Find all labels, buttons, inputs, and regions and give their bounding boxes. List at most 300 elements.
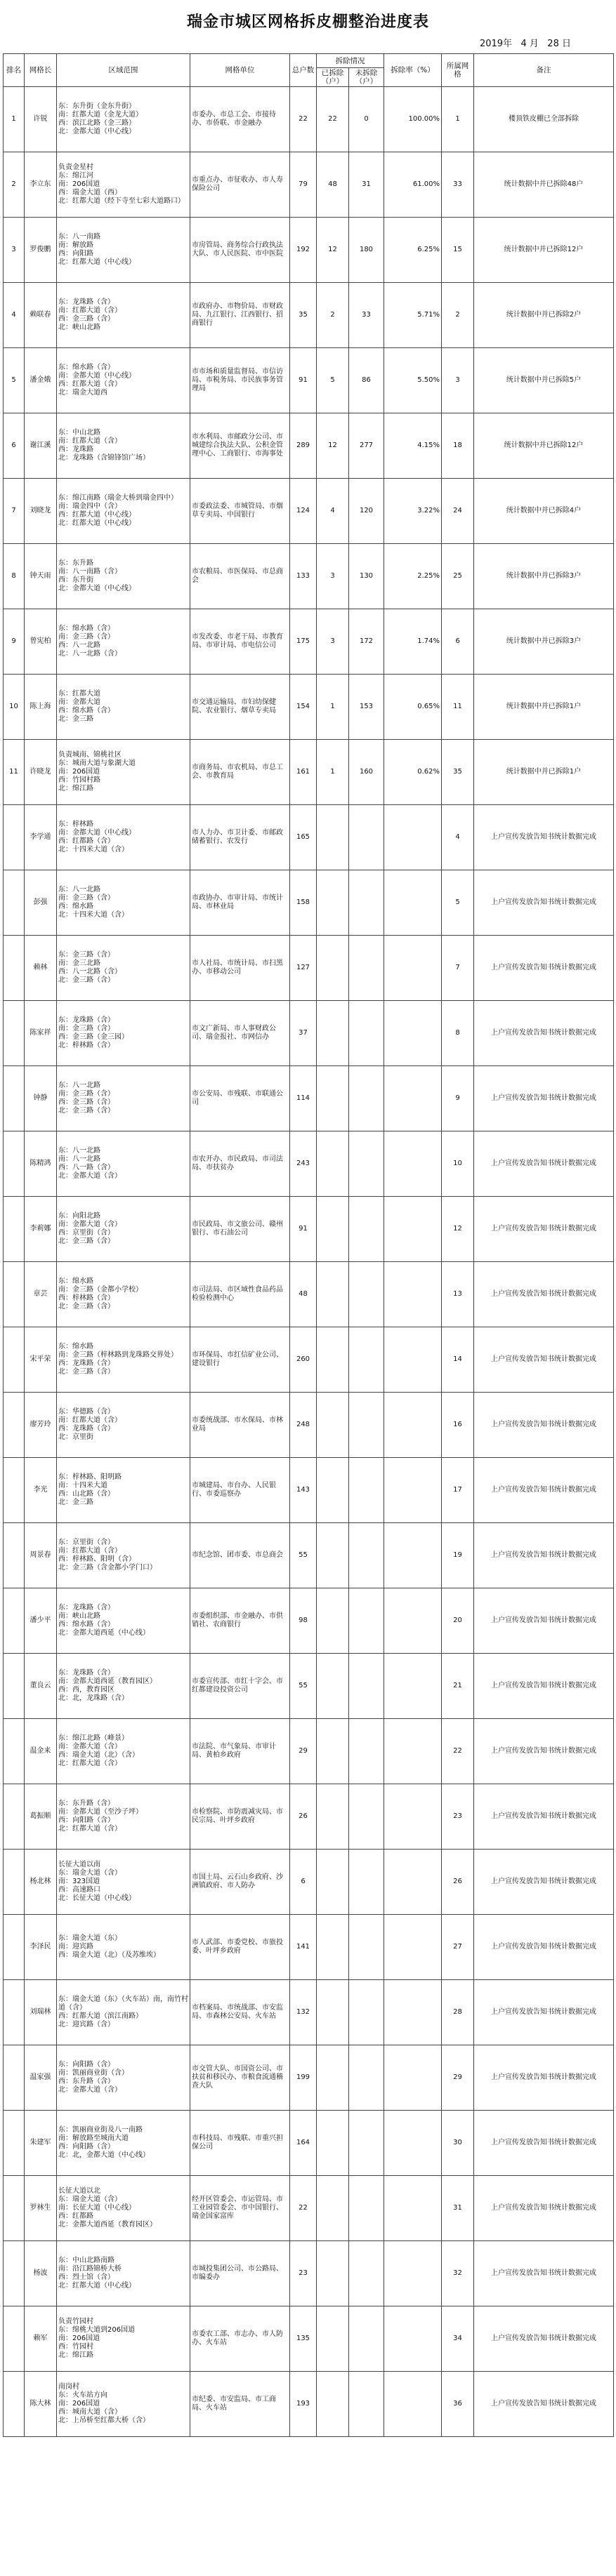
table-row bbox=[4, 1523, 614, 1588]
row-total: 165 bbox=[290, 805, 317, 870]
row-grid-no: 33 bbox=[442, 152, 474, 218]
row-total: 55 bbox=[290, 1523, 317, 1588]
row-total: 243 bbox=[290, 1131, 317, 1197]
row-rank bbox=[4, 2241, 25, 2306]
table-row bbox=[4, 1458, 614, 1523]
row-area: 东：绵江南路（瑞金大桥到瑞金四中） 南：瑞金四中（含） 西：红都大道（中心线） 北：红都大道（中心线） bbox=[57, 479, 190, 544]
row-grid-leader: 赖军 bbox=[25, 2306, 57, 2372]
table-row bbox=[4, 218, 614, 283]
row-undone: 172 bbox=[349, 609, 384, 675]
row-rate bbox=[384, 805, 442, 870]
row-grid-no: 13 bbox=[442, 1262, 474, 1327]
row-done bbox=[317, 1327, 349, 1393]
row-rate bbox=[384, 1131, 442, 1197]
header-demolish: 拆除情况 bbox=[317, 54, 384, 68]
table-row bbox=[4, 1719, 614, 1784]
row-rank bbox=[4, 870, 25, 936]
row-rate bbox=[384, 1654, 442, 1719]
row-grid-no: 31 bbox=[442, 2176, 474, 2241]
row-total: 289 bbox=[290, 413, 317, 479]
row-grid-leader: 陈精鸿 bbox=[25, 1131, 57, 1197]
row-unit: 市人武部、市委党校、市旅投委、叶坪乡政府 bbox=[190, 1915, 290, 1980]
table-row bbox=[4, 2045, 614, 2111]
row-undone bbox=[349, 2045, 384, 2111]
row-total: 23 bbox=[290, 2241, 317, 2306]
row-undone bbox=[349, 2372, 384, 2437]
row-rank: 7 bbox=[4, 479, 25, 544]
row-note: 统计数据中并已拆除3户 bbox=[474, 609, 614, 675]
row-area: 东：瑞金大道（东） 南：迎宾路 西：瑞金大道（北）（及苏维埃） bbox=[57, 1915, 190, 1980]
row-area: 东：华德路（含） 南：红都大道（含） 西：龙珠路（含） 北：京里街 bbox=[57, 1393, 190, 1458]
table-row bbox=[4, 1327, 614, 1393]
table-row bbox=[4, 1066, 614, 1131]
row-area: 东：中山北路 南：红都大道（含） 西：龙珠路 北：龙珠路（含锦锋馆广场） bbox=[57, 413, 190, 479]
row-done: 12 bbox=[317, 218, 349, 283]
row-rate bbox=[384, 1327, 442, 1393]
row-rate bbox=[384, 2176, 442, 2241]
row-undone bbox=[349, 870, 384, 936]
row-grid-leader: 刘晓龙 bbox=[25, 479, 57, 544]
row-rank: 11 bbox=[4, 740, 25, 805]
header-rank: 排名 bbox=[4, 54, 25, 87]
row-undone bbox=[349, 2241, 384, 2306]
row-done bbox=[317, 1850, 349, 1915]
row-done bbox=[317, 1784, 349, 1850]
row-undone bbox=[349, 1001, 384, 1066]
table-row bbox=[4, 870, 614, 936]
row-total: 22 bbox=[290, 87, 317, 152]
table-row bbox=[4, 1393, 614, 1458]
row-rate: 5.50% bbox=[384, 348, 442, 413]
row-done bbox=[317, 1458, 349, 1523]
row-area: 南岗村 东：火车站方向 南：206国道 西：城南大道（含） 北：上吊桥至红都大桥（含） bbox=[57, 2372, 190, 2437]
row-total: 114 bbox=[290, 1066, 317, 1131]
row-note: 楼顶铁皮棚已全部拆除 bbox=[474, 87, 614, 152]
row-undone bbox=[349, 1654, 384, 1719]
date-day-unit: 日 bbox=[561, 39, 571, 49]
row-done bbox=[317, 2306, 349, 2372]
row-done bbox=[317, 1262, 349, 1327]
row-total: 37 bbox=[290, 1001, 317, 1066]
row-undone bbox=[349, 1262, 384, 1327]
row-grid-leader: 潘金娥 bbox=[25, 348, 57, 413]
row-area: 东：绵水路 南：金三路（金都小学校） 西：梓林路（含） 北：金三路（含） bbox=[57, 1262, 190, 1327]
row-unit: 市委宣传部、市红十字会、市红都建设投资公司 bbox=[190, 1654, 290, 1719]
row-done: 2 bbox=[317, 283, 349, 348]
row-grid-no: 30 bbox=[442, 2111, 474, 2176]
row-unit: 市环保局、市红信矿业公司、建设银行 bbox=[190, 1327, 290, 1393]
row-rank bbox=[4, 2372, 25, 2437]
row-done bbox=[317, 2241, 349, 2306]
row-unit: 市交通运输局、市妇幼保健院、农业银行、烟草专卖局 bbox=[190, 675, 290, 740]
row-total: 55 bbox=[290, 1654, 317, 1719]
row-note: 上户宣传发放告知书统计数据完成 bbox=[474, 1262, 614, 1327]
row-total: 135 bbox=[290, 2306, 317, 2372]
table-row bbox=[4, 87, 614, 152]
row-rank bbox=[4, 1131, 25, 1197]
row-undone: 0 bbox=[349, 87, 384, 152]
row-rank bbox=[4, 1719, 25, 1784]
row-undone bbox=[349, 1066, 384, 1131]
row-area: 东：向阳北路 南：金都大道（含） 西：京里街（含） 北：金三路（含） bbox=[57, 1197, 190, 1262]
row-total: 260 bbox=[290, 1327, 317, 1393]
row-grid-leader: 钟天雨 bbox=[25, 544, 57, 609]
row-rank bbox=[4, 1654, 25, 1719]
row-done: 4 bbox=[317, 479, 349, 544]
row-area: 东：京里街（含） 南：红都大道（含） 西：梓林路、阳明（含） 北：金三路（含金都小学门口） bbox=[57, 1523, 190, 1588]
row-area: 东：瑞金大道（东）（火车站）南，南竹村道（含） 西：红都大道（滨江南路） 北：迎宾路（含） bbox=[57, 1980, 190, 2045]
row-area: 东：绵江北路（峰景） 南：金都大道（含） 西：瑞金大道（北）（含） 北：红都大道（含） bbox=[57, 1719, 190, 1784]
row-grid-leader: 葛振顺 bbox=[25, 1784, 57, 1850]
header-undone: 未拆除（户） bbox=[349, 68, 384, 87]
row-unit: 市房管局、商务综合行政执法大队、市人民医院、市中医院 bbox=[190, 218, 290, 283]
row-done: 22 bbox=[317, 87, 349, 152]
row-note: 上户宣传发放告知书统计数据完成 bbox=[474, 2045, 614, 2111]
row-rate: 0.65% bbox=[384, 675, 442, 740]
row-grid-leader: 刘瑞林 bbox=[25, 1980, 57, 2045]
row-total: 141 bbox=[290, 1915, 317, 1980]
row-rank bbox=[4, 1066, 25, 1131]
row-grid-no: 6 bbox=[442, 609, 474, 675]
row-undone: 33 bbox=[349, 283, 384, 348]
row-unit: 经开区管委会、市运管局、市工业园管委会、市中国银行、瑞金国家富库 bbox=[190, 2176, 290, 2241]
row-note: 上户宣传发放告知书统计数据完成 bbox=[474, 2111, 614, 2176]
row-area: 东：东升路（含） 南：金都大道（至沙子坪） 西：向阳路（含） 北：红都大道（含） bbox=[57, 1784, 190, 1850]
row-total: 29 bbox=[290, 1719, 317, 1784]
row-grid-no: 15 bbox=[442, 218, 474, 283]
row-unit: 市文广新局、市人事财政公司、瑞金报社、市网信办 bbox=[190, 1001, 290, 1066]
row-unit: 市科技局、市残联、市重兴担保公司 bbox=[190, 2111, 290, 2176]
row-note: 统计数据中并已拆除4户 bbox=[474, 479, 614, 544]
row-unit: 市检察院、市防震减灾局、市民宗局、叶坪乡政府 bbox=[190, 1784, 290, 1850]
row-rate bbox=[384, 1458, 442, 1523]
table-row bbox=[4, 413, 614, 479]
row-done bbox=[317, 1915, 349, 1980]
row-grid-no: 14 bbox=[442, 1327, 474, 1393]
row-undone bbox=[349, 1458, 384, 1523]
row-rate bbox=[384, 1523, 442, 1588]
row-note: 统计数据中并已拆除12户 bbox=[474, 413, 614, 479]
row-rank bbox=[4, 1262, 25, 1327]
table-row bbox=[4, 805, 614, 870]
row-grid-no: 32 bbox=[442, 2241, 474, 2306]
row-grid-no: 8 bbox=[442, 1001, 474, 1066]
table-row bbox=[4, 675, 614, 740]
row-note: 统计数据中并已拆除3户 bbox=[474, 544, 614, 609]
row-grid-no: 34 bbox=[442, 2306, 474, 2372]
row-rank bbox=[4, 1523, 25, 1588]
row-grid-leader: 周景春 bbox=[25, 1523, 57, 1588]
row-rate: 1.74% bbox=[384, 609, 442, 675]
row-unit: 市司法局、市区域性食品药品检验检测中心 bbox=[190, 1262, 290, 1327]
row-done bbox=[317, 1654, 349, 1719]
row-rank bbox=[4, 1197, 25, 1262]
row-rank: 2 bbox=[4, 152, 25, 218]
row-grid-leader: 杨波 bbox=[25, 2241, 57, 2306]
row-total: 199 bbox=[290, 2045, 317, 2111]
row-total: 164 bbox=[290, 2111, 317, 2176]
row-done bbox=[317, 1523, 349, 1588]
row-grid-leader: 李学通 bbox=[25, 805, 57, 870]
row-total: 143 bbox=[290, 1458, 317, 1523]
table-row bbox=[4, 1131, 614, 1197]
row-grid-leader: 李莉娜 bbox=[25, 1197, 57, 1262]
row-grid-leader: 彭强 bbox=[25, 870, 57, 936]
row-grid-leader: 陈家祥 bbox=[25, 1001, 57, 1066]
report-date bbox=[3, 36, 613, 53]
row-grid-no: 36 bbox=[442, 2372, 474, 2437]
row-rate bbox=[384, 1393, 442, 1458]
row-grid-leader: 李立东 bbox=[25, 152, 57, 218]
header-area: 区域范围 bbox=[57, 54, 190, 87]
table-row bbox=[4, 1654, 614, 1719]
row-undone: 31 bbox=[349, 152, 384, 218]
row-total: 154 bbox=[290, 675, 317, 740]
row-rate bbox=[384, 870, 442, 936]
row-grid-no: 20 bbox=[442, 1588, 474, 1654]
row-undone bbox=[349, 2176, 384, 2241]
row-undone bbox=[349, 1784, 384, 1850]
row-rate: 61.00% bbox=[384, 152, 442, 218]
row-done bbox=[317, 1197, 349, 1262]
header-grid-leader: 网格长 bbox=[25, 54, 57, 87]
row-area: 东：梓林路 南：金都大道（中心线） 西：红都路（含） 北：十四米大道（含） bbox=[57, 805, 190, 870]
row-grid-leader: 潘少平 bbox=[25, 1588, 57, 1654]
row-total: 248 bbox=[290, 1393, 317, 1458]
header-total: 总户数 bbox=[290, 54, 317, 87]
table-row bbox=[4, 479, 614, 544]
row-unit: 市城建局、市台办、人民银行、市委巡察办 bbox=[190, 1458, 290, 1523]
row-note: 统计数据中并已拆除12户 bbox=[474, 218, 614, 283]
row-grid-leader: 陈上海 bbox=[25, 675, 57, 740]
row-done: 3 bbox=[317, 544, 349, 609]
row-rank bbox=[4, 2045, 25, 2111]
row-note: 上户宣传发放告知书统计数据完成 bbox=[474, 1980, 614, 2045]
row-done: 48 bbox=[317, 152, 349, 218]
row-rank: 8 bbox=[4, 544, 25, 609]
row-note: 上户宣传发放告知书统计数据完成 bbox=[474, 1001, 614, 1066]
table-row bbox=[4, 1262, 614, 1327]
date-month: 4 bbox=[520, 39, 527, 49]
row-grid-leader: 罗林生 bbox=[25, 2176, 57, 2241]
row-done bbox=[317, 936, 349, 1001]
row-unit: 市政协办、市审计局、市统计局、市林业局 bbox=[190, 870, 290, 936]
row-note: 上户宣传发放告知书统计数据完成 bbox=[474, 1523, 614, 1588]
row-unit: 市民政局、市文旅公司、赣州银行、市石油公司 bbox=[190, 1197, 290, 1262]
row-grid-leader: 董良云 bbox=[25, 1654, 57, 1719]
row-done bbox=[317, 870, 349, 936]
row-area: 东：龙珠路（含） 南：金三路（含） 西：金三路（金三园） 北：梓林路（含） bbox=[57, 1001, 190, 1066]
row-total: 35 bbox=[290, 283, 317, 348]
table-row bbox=[4, 1197, 614, 1262]
row-grid-leader: 赖林 bbox=[25, 936, 57, 1001]
row-rank: 3 bbox=[4, 218, 25, 283]
table-row bbox=[4, 2111, 614, 2176]
row-grid-no: 35 bbox=[442, 740, 474, 805]
row-grid-no: 2 bbox=[442, 283, 474, 348]
row-note: 统计数据中并已拆除2户 bbox=[474, 283, 614, 348]
row-unit: 市农粮局、市医保局、市总商会 bbox=[190, 544, 290, 609]
table-row bbox=[4, 740, 614, 805]
row-note: 上户宣传发放告知书统计数据完成 bbox=[474, 1784, 614, 1850]
row-note: 上户宣传发放告知书统计数据完成 bbox=[474, 2176, 614, 2241]
row-grid-leader: 杨北林 bbox=[25, 1850, 57, 1915]
row-grid-no: 1 bbox=[442, 87, 474, 152]
row-done bbox=[317, 2111, 349, 2176]
row-grid-leader: 李泽民 bbox=[25, 1915, 57, 1980]
row-note: 上户宣传发放告知书统计数据完成 bbox=[474, 870, 614, 936]
row-rank bbox=[4, 1784, 25, 1850]
row-area: 东：东升街（金东升街） 南：红都大道（金龙大道） 西：滨江北路（金三路） 北：金都大道（中心线） bbox=[57, 87, 190, 152]
row-grid-no: 10 bbox=[442, 1131, 474, 1197]
row-done bbox=[317, 805, 349, 870]
table-row bbox=[4, 283, 614, 348]
date-year: 2019年 bbox=[479, 39, 513, 49]
row-undone bbox=[349, 1850, 384, 1915]
row-unit: 市交管大队、市国资公司、市扶贫和移民办、市粮食流通稽查大队 bbox=[190, 2045, 290, 2111]
row-rank bbox=[4, 1850, 25, 1915]
row-note: 统计数据中并已拆除48户 bbox=[474, 152, 614, 218]
row-unit: 市档案局、市统战部、市安监局、市森林公安局、火车站 bbox=[190, 1980, 290, 2045]
table-row bbox=[4, 2241, 614, 2306]
row-area: 东：八一北路 南：八一北路 西：八一路（含） 北：金都大道（含） bbox=[57, 1131, 190, 1197]
row-total: 161 bbox=[290, 740, 317, 805]
row-note: 统计数据中并已拆除1户 bbox=[474, 740, 614, 805]
row-note: 上户宣传发放告知书统计数据完成 bbox=[474, 1327, 614, 1393]
row-note: 统计数据中并已拆除5户 bbox=[474, 348, 614, 413]
row-grid-no: 22 bbox=[442, 1719, 474, 1784]
row-grid-leader: 朱建军 bbox=[25, 2111, 57, 2176]
row-grid-leader: 温金来 bbox=[25, 1719, 57, 1784]
table-row bbox=[4, 609, 614, 675]
row-rate bbox=[384, 1915, 442, 1980]
row-unit: 市公安局、市残联、市联通公司 bbox=[190, 1066, 290, 1131]
row-unit: 市城投集团公司、市公路局、市编委办 bbox=[190, 2241, 290, 2306]
row-area: 东：绵水路 南：金三路（梓林路到龙珠路交界处） 西：龙珠路（含） 北：金三路（含） bbox=[57, 1327, 190, 1393]
row-rate: 0.62% bbox=[384, 740, 442, 805]
row-rank: 10 bbox=[4, 675, 25, 740]
row-rank: 1 bbox=[4, 87, 25, 152]
row-unit: 市纪委、市安监局、市工商局、火车站 bbox=[190, 2372, 290, 2437]
row-undone: 153 bbox=[349, 675, 384, 740]
row-area: 长征大道以南 东：瑞金大道（含） 南：323国道 西：高速路口 北：长征大道（中心线） bbox=[57, 1850, 190, 1915]
row-rank bbox=[4, 1588, 25, 1654]
row-rate bbox=[384, 2241, 442, 2306]
row-rank bbox=[4, 1327, 25, 1393]
row-grid-no: 23 bbox=[442, 1784, 474, 1850]
row-done: 3 bbox=[317, 609, 349, 675]
table-row bbox=[4, 348, 614, 413]
row-unit: 市市场和质量监督局、市信访局、市税务局、市民族事务管理局 bbox=[190, 348, 290, 413]
row-done: 1 bbox=[317, 675, 349, 740]
row-undone bbox=[349, 1327, 384, 1393]
row-rate bbox=[384, 936, 442, 1001]
row-grid-no: 5 bbox=[442, 870, 474, 936]
row-note: 上户宣传发放告知书统计数据完成 bbox=[474, 1719, 614, 1784]
row-rate bbox=[384, 1784, 442, 1850]
row-done bbox=[317, 2045, 349, 2111]
row-unit: 市纪念馆、团市委、市总商会 bbox=[190, 1523, 290, 1588]
row-undone: 180 bbox=[349, 218, 384, 283]
row-note: 上户宣传发放告知书统计数据完成 bbox=[474, 1588, 614, 1654]
header-note: 备注 bbox=[474, 54, 614, 87]
row-rate bbox=[384, 1262, 442, 1327]
row-rank: 6 bbox=[4, 413, 25, 479]
header-rate: 拆除率（%） bbox=[384, 54, 442, 87]
row-area: 东：八一北路 南：金三路（含） 西：绵水路 北：十四米大道（含） bbox=[57, 870, 190, 936]
row-done: 5 bbox=[317, 348, 349, 413]
row-rank bbox=[4, 805, 25, 870]
row-note: 统计数据中并已拆除1户 bbox=[474, 675, 614, 740]
row-undone bbox=[349, 1197, 384, 1262]
row-done bbox=[317, 1066, 349, 1131]
row-total: 158 bbox=[290, 870, 317, 936]
row-grid-no: 4 bbox=[442, 805, 474, 870]
row-area: 东：龙珠路（含） 南：红都大道（含） 西：金三路（含） 北：峡山北路 bbox=[57, 283, 190, 348]
row-grid-leader: 谢江溪 bbox=[25, 413, 57, 479]
row-rank bbox=[4, 2176, 25, 2241]
row-area: 东：龙珠路（含） 南：金都大道西延（教育园区） 西：西，教育园区 北：北，龙珠路（含） bbox=[57, 1654, 190, 1719]
row-done bbox=[317, 1719, 349, 1784]
row-rate: 5.71% bbox=[384, 283, 442, 348]
row-unit: 市国土局、云石山乡政府、沙洲镇政府、市人防办 bbox=[190, 1850, 290, 1915]
row-unit: 市人社局、市统计局、市扫黑办、市移动公司 bbox=[190, 936, 290, 1001]
row-total: 127 bbox=[290, 936, 317, 1001]
row-rate: 2.25% bbox=[384, 544, 442, 609]
row-grid-leader: 温家强 bbox=[25, 2045, 57, 2111]
row-note: 上户宣传发放告知书统计数据完成 bbox=[474, 1393, 614, 1458]
row-grid-no: 11 bbox=[442, 675, 474, 740]
row-unit: 市发改委、市老干局、市教育局、市审计局、市电信公司 bbox=[190, 609, 290, 675]
row-undone bbox=[349, 1131, 384, 1197]
row-undone: 86 bbox=[349, 348, 384, 413]
row-undone bbox=[349, 2306, 384, 2372]
row-undone bbox=[349, 1523, 384, 1588]
table-row bbox=[4, 2372, 614, 2437]
row-undone bbox=[349, 1980, 384, 2045]
row-rank bbox=[4, 1001, 25, 1066]
header-done: 已拆除（户） bbox=[317, 68, 349, 87]
row-area: 东：东升路 南：八一南路（含） 西：东升街 北：金都大道（中心线） bbox=[57, 544, 190, 609]
row-note: 上户宣传发放告知书统计数据完成 bbox=[474, 1197, 614, 1262]
row-note: 上户宣传发放告知书统计数据完成 bbox=[474, 805, 614, 870]
row-area: 东：梓林路、阳明路 南：十四米大道 西：山北路（含） 北：金三路 bbox=[57, 1458, 190, 1523]
row-grid-no: 29 bbox=[442, 2045, 474, 2111]
row-note: 上户宣传发放告知书统计数据完成 bbox=[474, 1850, 614, 1915]
row-rate bbox=[384, 1588, 442, 1654]
row-area: 东：向阳路（含） 南：凯丽商业街（含） 西：东升路（含） 北：金都大道（含） bbox=[57, 2045, 190, 2111]
row-grid-no: 27 bbox=[442, 1915, 474, 1980]
row-rate bbox=[384, 1001, 442, 1066]
row-done: 12 bbox=[317, 413, 349, 479]
row-unit: 市重点办、市征收办、市人寿保险公司 bbox=[190, 152, 290, 218]
row-rank bbox=[4, 1393, 25, 1458]
row-total: 98 bbox=[290, 1588, 317, 1654]
row-area: 东：凯丽商业街及八一南路 南：解放路至城南大道 西：向阳路（含） 北：北，金都大道（中心线） bbox=[57, 2111, 190, 2176]
row-rank bbox=[4, 1980, 25, 2045]
row-rate bbox=[384, 1066, 442, 1131]
row-undone bbox=[349, 936, 384, 1001]
row-note: 上户宣传发放告知书统计数据完成 bbox=[474, 2241, 614, 2306]
row-rank: 9 bbox=[4, 609, 25, 675]
row-area: 东：八一北路 南：金三路（含） 西：金三路（含） 北：金三路（含） bbox=[57, 1066, 190, 1131]
row-unit: 市委组织部、市金融办、市供销社、农商银行 bbox=[190, 1588, 290, 1654]
row-undone bbox=[349, 805, 384, 870]
row-done bbox=[317, 1980, 349, 2045]
row-grid-no: 17 bbox=[442, 1458, 474, 1523]
row-note: 上户宣传发放告知书统计数据完成 bbox=[474, 1915, 614, 1980]
header-unit: 网格单位 bbox=[190, 54, 290, 87]
